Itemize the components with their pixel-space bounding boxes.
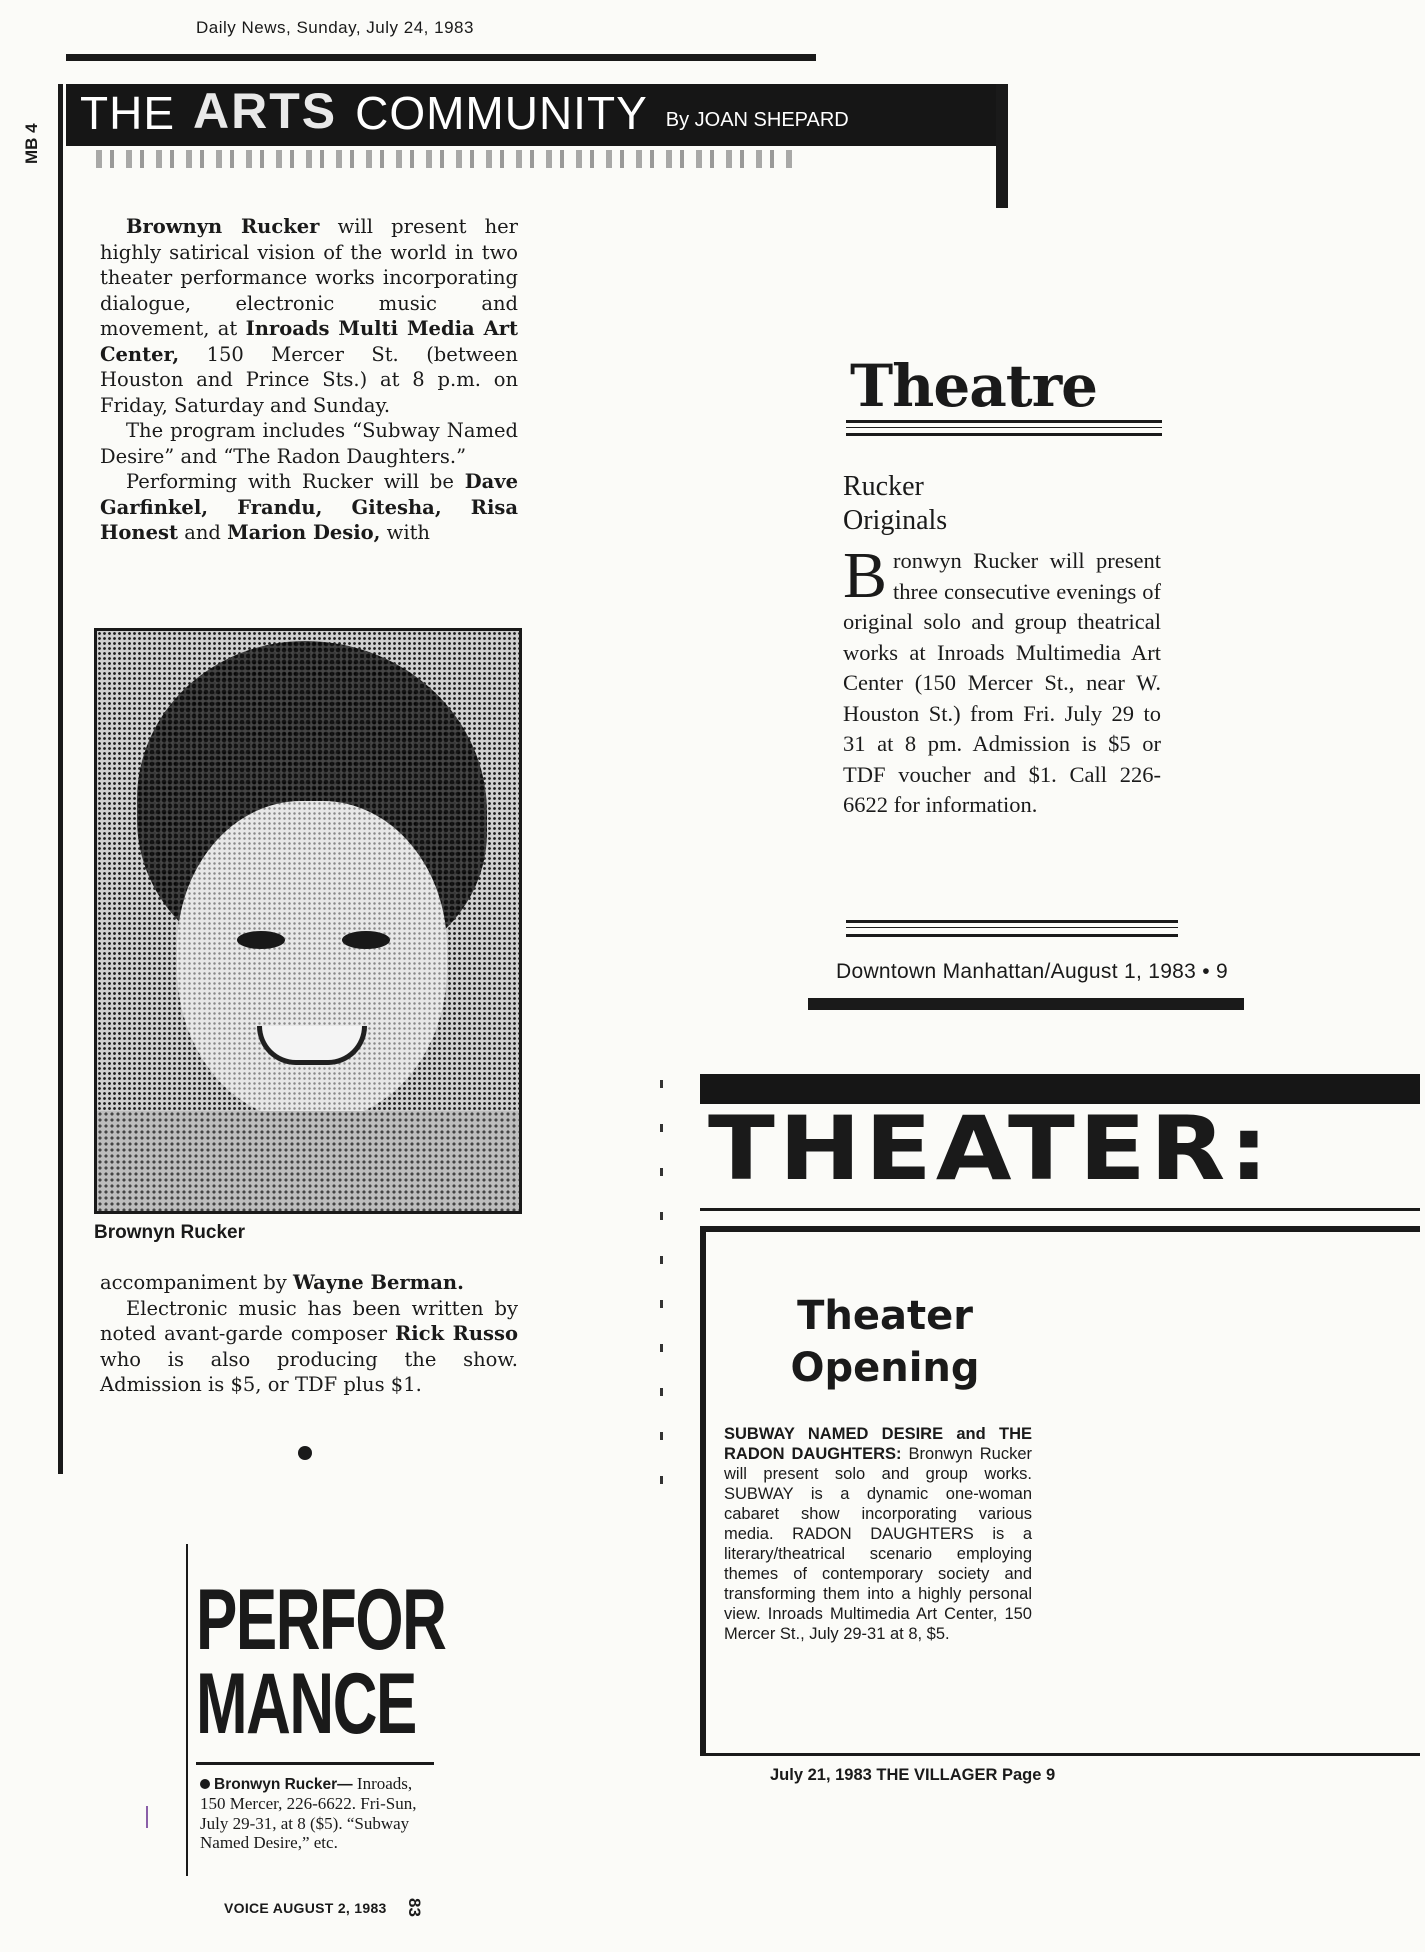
- daily-news-top-rule: [66, 54, 816, 61]
- p5-name: Rick Russo: [395, 1322, 518, 1345]
- voice-listing: [200, 1774, 430, 1853]
- daily-news-side-code: [18, 84, 48, 164]
- voice-page-number: 83: [405, 1898, 424, 1917]
- rucker-originals-body: [843, 539, 1161, 821]
- theatre-section-title: Theatre: [850, 352, 1098, 420]
- rucker-originals-headline: [843, 470, 947, 538]
- photo-eye-right: [342, 931, 390, 949]
- photo-eye-left: [237, 931, 285, 949]
- banner-arts: ARTS: [193, 83, 338, 139]
- article-paragraph-1: [100, 214, 518, 418]
- voice-title-rule: [196, 1762, 434, 1765]
- voice-footer: VOICE AUGUST 2, 1983: [224, 1900, 387, 1916]
- arts-community-banner: [66, 84, 1006, 146]
- p5-end: who is also producing the show. Admission is $5, or TDF plus $1.: [100, 1347, 518, 1396]
- banner-community: COMMUNITY: [355, 87, 648, 139]
- bold-name-rucker: Brownyn Rucker: [126, 215, 320, 238]
- title-rule-thin: [846, 427, 1162, 428]
- headline-line-2: Originals: [843, 505, 948, 536]
- end-bullet: [298, 1446, 312, 1460]
- daily-news-right-rule: [996, 84, 1008, 208]
- p3-end: with: [380, 521, 430, 544]
- p3-name-last: Marion Desio,: [227, 521, 381, 544]
- p3-lead: Performing with Rucker will be: [126, 470, 465, 493]
- villager-title-rule: [700, 1208, 1420, 1211]
- performance-section-title: [196, 1572, 446, 1752]
- voice-left-rule: [186, 1544, 188, 1876]
- title-rule: [846, 420, 1162, 423]
- listing-name: Bronwyn Rucker—: [214, 1776, 353, 1793]
- banner-byline: By JOAN SHEPARD: [665, 109, 849, 131]
- p3-names: Dave Garfinkel, Frandu, Gitesha, Risa Honest: [100, 470, 518, 544]
- title-line-1: PERFOR: [196, 1572, 446, 1668]
- side-code-text: MB 4: [22, 123, 41, 164]
- villager-listing-body: [724, 1424, 1032, 1644]
- article-paragraph-5: [100, 1296, 518, 1398]
- article-paragraph-3: [100, 469, 518, 546]
- p3-and: and: [178, 521, 228, 544]
- listing-details: Inroads, 150 Mercer, 226-6622. Fri-Sun, July 29-31, at 8 ($5). “Subway Named Desire,” etc.: [200, 1774, 417, 1852]
- headline-line-1: Rucker: [843, 471, 924, 502]
- photo-shirt: [97, 1111, 522, 1214]
- banner-print-residue: [96, 150, 796, 168]
- footer-rule: [808, 998, 1244, 1010]
- theater-opening-headline: Theater Opening: [790, 1293, 980, 1391]
- portrait-photo: [94, 628, 522, 1214]
- bottom-rule: [846, 920, 1178, 923]
- daily-news-article-body-top: [100, 214, 518, 546]
- drop-cap: B: [843, 539, 888, 612]
- villager-cut-marks: [660, 1080, 663, 1520]
- daily-news-left-rule: [58, 84, 63, 1474]
- paragraph-1-text-end: 150 Mercer St. (between Houston and Prince Sts.) at 8 p.m. on Friday, Saturday and Sunday.: [100, 342, 518, 417]
- listing-text: Bronwyn Rucker will present solo and group works. SUBWAY is a dynamic one-woman cabaret show incorporating various media. RADON DAUGHTERS is a literary/theatrical scenario employing themes of contemporary society and transforming them into a highly personal view. Inroads Multimedia Art Center, 150 Mercer St., July 29-31 at 8, $5.: [724, 1445, 1032, 1643]
- photo-caption: Brownyn Rucker: [94, 1222, 245, 1243]
- article-paragraph-2: The program includes “Subway Named Desire” and “The Radon Daughters.”: [100, 419, 518, 468]
- p5-lead: Electronic music has been written by noted avant-garde composer: [100, 1296, 518, 1345]
- bold-venue: Inroads Multi Media Art Center,: [100, 317, 518, 366]
- bullet-icon: [200, 1779, 210, 1789]
- p4-name: Wayne Berman.: [292, 1271, 464, 1294]
- body-text: ronwyn Rucker will present three consecutive evenings of original solo and group theatrical works at Inroads Multimedia Art Center (150 Mercer St., near W. Houston St.) from Fri. July 29 to 31 at 8 pm. Admission is $5 or TDF voucher and $1. Call 226-6622 for information.: [843, 548, 1161, 817]
- photo-face: [177, 801, 447, 1121]
- bottom-rule: [846, 934, 1178, 937]
- daily-news-dateline: Daily News, Sunday, July 24, 1983: [196, 18, 474, 37]
- bottom-rule-thin: [846, 927, 1178, 928]
- paragraph-1-text: will present her highly satirical vision of the world in two theater performance works incorporating dialogue, electronic music and movement, at: [100, 215, 518, 340]
- downtown-manhattan-footer: Downtown Manhattan/August 1, 1983 • 9: [836, 960, 1229, 983]
- theater-section-title: THEATER:: [708, 1098, 1273, 1201]
- daily-news-article-body-bottom: [100, 1270, 518, 1398]
- title-rule: [846, 433, 1162, 436]
- stray-pen-mark: [146, 1806, 148, 1828]
- banner-the: THE: [80, 87, 175, 139]
- villager-footer: July 21, 1983 THE VILLAGER Page 9: [770, 1766, 1056, 1784]
- article-paragraph-4: [100, 1270, 518, 1296]
- listing-titles: SUBWAY NAMED DESIRE and THE RADON DAUGHTERS:: [724, 1425, 1032, 1463]
- title-line-2: MANCE: [196, 1656, 416, 1752]
- p4-lead: accompaniment by: [100, 1271, 293, 1294]
